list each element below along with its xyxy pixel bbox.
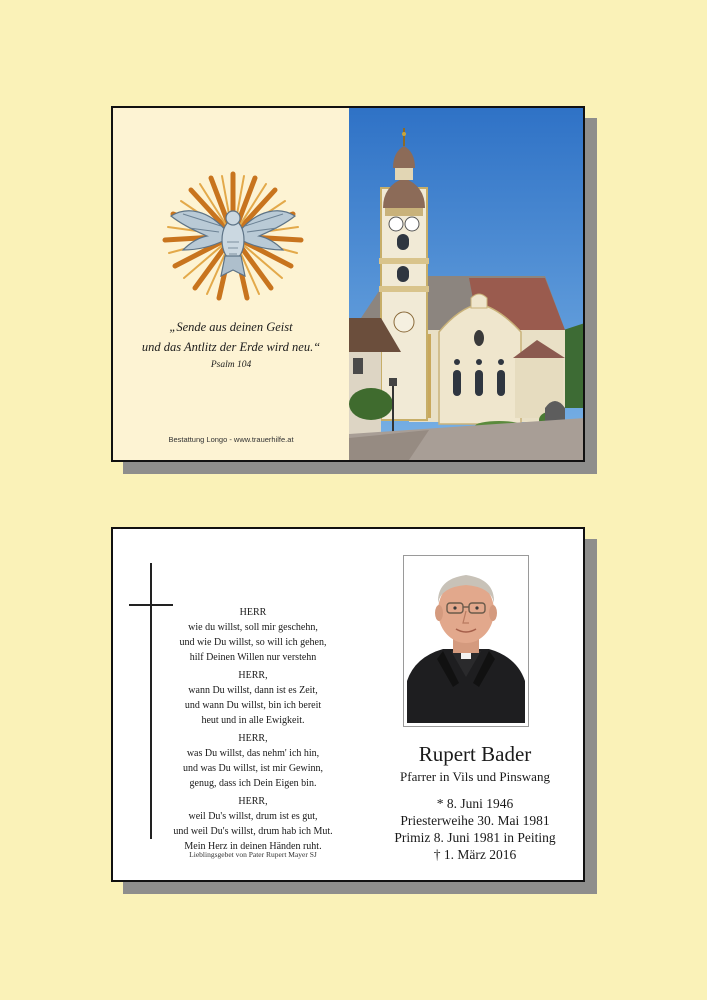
portrait-photo — [407, 559, 525, 723]
prayer-text — [133, 605, 373, 854]
prayer-line: HERR, — [238, 796, 268, 807]
prayer-line: genug, dass ich Dein Eigen bin. — [189, 778, 317, 789]
holy-spirit-dove-icon — [159, 170, 307, 302]
prayer-line: weil Du's willst, drum ist es gut, — [188, 811, 318, 822]
first-mass-date: Primiz 8. Juni 1981 in Peiting — [394, 830, 556, 845]
front-card — [111, 106, 585, 462]
prayer-line: und wann Du willst, bin ich bereit — [184, 700, 322, 711]
back-card — [111, 527, 585, 882]
church-photo — [349, 108, 585, 460]
deceased-role: Pfarrer in Vils und Pinswang — [400, 769, 550, 784]
birth-date: * 8. Juni 1946 — [436, 796, 514, 811]
front-card-text-panel — [113, 108, 349, 460]
prayer-line: wann Du willst, dann ist es Zeit, — [188, 685, 318, 696]
portrait-frame — [403, 555, 529, 727]
ordination-date: Priesterweihe 30. Mai 1981 — [400, 813, 550, 828]
verse-source: Psalm 104 — [210, 360, 252, 370]
prayer-line: HERR, — [238, 733, 268, 744]
prayer-attribution: Lieblingsgebet von Pater Rupert Mayer SJ — [189, 850, 317, 859]
verse-line-2: und das Antlitz der Erde wird neu.“ — [141, 340, 321, 354]
prayer-line: was Du willst, das nehm' ich hin, — [186, 748, 320, 759]
prayer-line: und was Du willst, ist mir Gewinn, — [183, 763, 323, 774]
prayer-line: wie du willst, soll mir geschehn, — [188, 622, 318, 633]
deceased-name: Rupert Bader — [418, 742, 532, 766]
prayer-line: HERR, — [238, 670, 268, 681]
death-date: † 1. März 2016 — [433, 847, 517, 862]
prayer-line: und weil Du's willst, drum hab ich Mut. — [173, 826, 333, 837]
verse-line-1: „Sende aus deinen Geist — [169, 320, 293, 334]
prayer-line: Mein Herz in deinen Händen ruht. — [184, 841, 322, 852]
prayer-line: HERR — [239, 607, 267, 618]
prayer-line: und wie Du willst, so will ich gehen, — [179, 637, 327, 648]
prayer-line: heut und in alle Ewigkeit. — [201, 715, 305, 726]
prayer-line: hilf Deinen Willen nur verstehn — [189, 652, 317, 663]
undertaker-credit: Bestattung Longo - www.trauerhilfe.at — [168, 435, 294, 444]
